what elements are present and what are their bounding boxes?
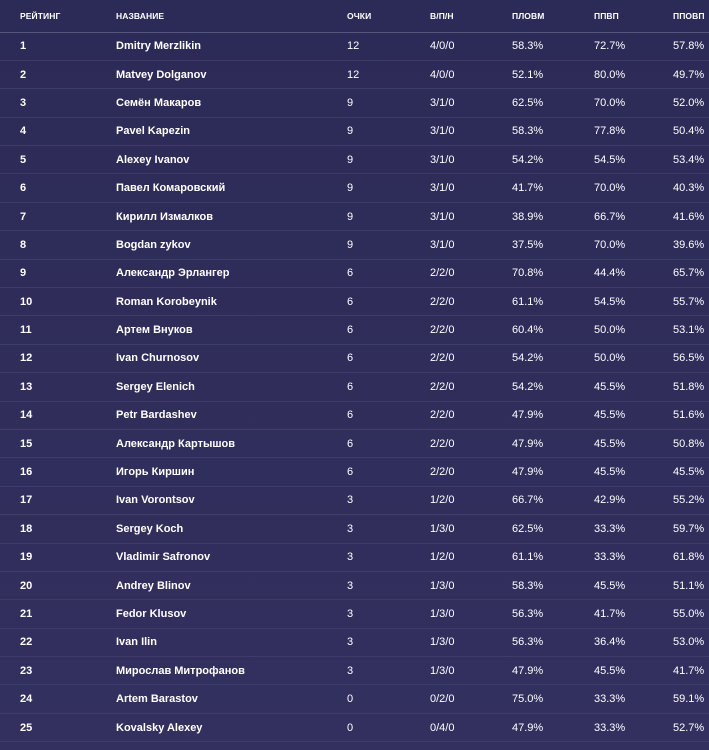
cell-p3: 49.7% — [673, 60, 709, 88]
cell-rank: 6 — [0, 174, 116, 202]
cell-p2: 70.0% — [594, 89, 673, 117]
cell-p2: 44.4% — [594, 259, 673, 287]
table-row[interactable] — [0, 713, 709, 741]
table-header — [0, 0, 709, 32]
cell-points: 6 — [347, 344, 430, 372]
cell-p1: 37.5% — [512, 231, 594, 259]
cell-name: Pavel Kapezin — [116, 117, 347, 145]
cell-p1: 47.9% — [512, 429, 594, 457]
cell-p1: 38.9% — [512, 202, 594, 230]
cell-name: Dmitry Merzlikin — [116, 32, 347, 60]
cell-p2: 33.3% — [594, 515, 673, 543]
cell-p2: 45.5% — [594, 458, 673, 486]
cell-name: Александр Картышов — [116, 429, 347, 457]
header-p2[interactable]: ППВП — [594, 0, 673, 32]
cell-p2: 36.4% — [594, 628, 673, 656]
cell-points: 0 — [347, 713, 430, 741]
table-row[interactable] — [0, 344, 709, 372]
cell-name: Alexey Ivanov — [116, 146, 347, 174]
cell-rank: 17 — [0, 486, 116, 514]
table-row[interactable] — [0, 316, 709, 344]
cell-rank: 19 — [0, 543, 116, 571]
cell-p3: 65.7% — [673, 259, 709, 287]
cell-name: Кирилл Измалков — [116, 202, 347, 230]
table-row[interactable] — [0, 202, 709, 230]
cell-wld: 0/2/0 — [430, 685, 512, 713]
cell-p2: 45.5% — [594, 571, 673, 599]
cell-p1: 54.2% — [512, 373, 594, 401]
cell-name: Ivan Ilin — [116, 628, 347, 656]
header-rank[interactable]: РЕЙТИНГ — [0, 0, 116, 32]
cell-rank: 1 — [0, 32, 116, 60]
cell-wld: 3/1/0 — [430, 174, 512, 202]
cell-points: 6 — [347, 259, 430, 287]
cell-points: 6 — [347, 429, 430, 457]
table-row[interactable] — [0, 571, 709, 599]
cell-p1: 62.5% — [512, 89, 594, 117]
cell-points: 6 — [347, 373, 430, 401]
cell-wld: 3/1/0 — [430, 146, 512, 174]
table-row[interactable] — [0, 288, 709, 316]
cell-p3: 50.8% — [673, 429, 709, 457]
cell-p2: 45.5% — [594, 373, 673, 401]
cell-rank: 9 — [0, 259, 116, 287]
cell-p1: 56.3% — [512, 600, 594, 628]
cell-points: 3 — [347, 515, 430, 543]
cell-points: 6 — [347, 458, 430, 486]
cell-p1: 47.9% — [512, 401, 594, 429]
cell-points: 3 — [347, 628, 430, 656]
cell-name: Matvey Dolganov — [116, 60, 347, 88]
cell-points: 3 — [347, 543, 430, 571]
cell-name: Игорь Киршин — [116, 458, 347, 486]
header-p3[interactable]: ППОВП — [673, 0, 709, 32]
cell-rank: 22 — [0, 628, 116, 656]
cell-p2: 33.3% — [594, 713, 673, 741]
cell-wld: 1/3/0 — [430, 571, 512, 599]
cell-p1: 47.9% — [512, 713, 594, 741]
cell-points: 3 — [347, 657, 430, 685]
cell-p3: 55.2% — [673, 486, 709, 514]
table-row[interactable] — [0, 657, 709, 685]
cell-p2: 45.5% — [594, 429, 673, 457]
table-row[interactable] — [0, 486, 709, 514]
table-row[interactable] — [0, 89, 709, 117]
cell-points: 3 — [347, 486, 430, 514]
header-points[interactable]: ОЧКИ — [347, 0, 430, 32]
cell-name: Ivan Churnosov — [116, 344, 347, 372]
cell-points: 6 — [347, 288, 430, 316]
table-row[interactable] — [0, 600, 709, 628]
cell-rank: 18 — [0, 515, 116, 543]
cell-p2: 33.3% — [594, 685, 673, 713]
cell-p2: 41.7% — [594, 600, 673, 628]
header-name[interactable]: НАЗВАНИЕ — [116, 0, 347, 32]
cell-wld: 2/2/0 — [430, 401, 512, 429]
cell-p2: 50.0% — [594, 316, 673, 344]
cell-wld: 1/3/0 — [430, 657, 512, 685]
cell-p3: 59.1% — [673, 685, 709, 713]
cell-p1: 47.9% — [512, 458, 594, 486]
cell-rank: 23 — [0, 657, 116, 685]
cell-name: Семён Макаров — [116, 89, 347, 117]
cell-wld: 2/2/0 — [430, 429, 512, 457]
table-row[interactable] — [0, 60, 709, 88]
cell-name: Fedor Klusov — [116, 600, 347, 628]
cell-wld: 1/3/0 — [430, 515, 512, 543]
cell-points: 12 — [347, 60, 430, 88]
cell-rank: 4 — [0, 117, 116, 145]
cell-p1: 52.1% — [512, 60, 594, 88]
cell-p2: 80.0% — [594, 60, 673, 88]
cell-points: 6 — [347, 316, 430, 344]
cell-wld: 2/2/0 — [430, 288, 512, 316]
cell-wld: 2/2/0 — [430, 259, 512, 287]
table-row[interactable] — [0, 543, 709, 571]
cell-name: Andrey Blinov — [116, 571, 347, 599]
cell-p2: 54.5% — [594, 288, 673, 316]
cell-rank: 25 — [0, 713, 116, 741]
table-row[interactable] — [0, 231, 709, 259]
cell-p1: 47.9% — [512, 657, 594, 685]
cell-p3: 57.8% — [673, 32, 709, 60]
cell-wld: 3/1/0 — [430, 231, 512, 259]
cell-points: 12 — [347, 32, 430, 60]
header-row — [0, 0, 709, 32]
cell-p2: 54.5% — [594, 146, 673, 174]
cell-p3: 53.4% — [673, 146, 709, 174]
cell-p3: 53.0% — [673, 628, 709, 656]
cell-p3: 40.3% — [673, 174, 709, 202]
cell-name: Kovalsky Alexey — [116, 713, 347, 741]
cell-p3: 59.7% — [673, 515, 709, 543]
table-body — [0, 32, 709, 742]
cell-wld: 2/2/0 — [430, 344, 512, 372]
cell-p3: 55.7% — [673, 288, 709, 316]
cell-p3: 50.4% — [673, 117, 709, 145]
cell-p2: 72.7% — [594, 32, 673, 60]
cell-wld: 3/1/0 — [430, 117, 512, 145]
cell-p1: 70.8% — [512, 259, 594, 287]
cell-name: Vladimir Safronov — [116, 543, 347, 571]
cell-name: Ivan Vorontsov — [116, 486, 347, 514]
cell-rank: 13 — [0, 373, 116, 401]
cell-name: Sergey Koch — [116, 515, 347, 543]
table-row[interactable] — [0, 373, 709, 401]
cell-rank: 24 — [0, 685, 116, 713]
table-row[interactable] — [0, 515, 709, 543]
cell-p3: 39.6% — [673, 231, 709, 259]
cell-p3: 41.7% — [673, 657, 709, 685]
cell-p2: 45.5% — [594, 401, 673, 429]
table-row[interactable] — [0, 32, 709, 60]
cell-points: 6 — [347, 401, 430, 429]
table-row[interactable] — [0, 146, 709, 174]
cell-p2: 77.8% — [594, 117, 673, 145]
cell-points: 9 — [347, 117, 430, 145]
cell-wld: 1/3/0 — [430, 628, 512, 656]
cell-p3: 51.8% — [673, 373, 709, 401]
cell-p1: 54.2% — [512, 146, 594, 174]
table-row[interactable] — [0, 685, 709, 713]
cell-p1: 75.0% — [512, 685, 594, 713]
cell-wld: 2/2/0 — [430, 316, 512, 344]
cell-wld: 2/2/0 — [430, 373, 512, 401]
table-row[interactable] — [0, 259, 709, 287]
cell-p2: 70.0% — [594, 174, 673, 202]
cell-rank: 15 — [0, 429, 116, 457]
cell-rank: 12 — [0, 344, 116, 372]
cell-rank: 20 — [0, 571, 116, 599]
cell-p1: 41.7% — [512, 174, 594, 202]
cell-name: Sergey Elenich — [116, 373, 347, 401]
cell-rank: 7 — [0, 202, 116, 230]
cell-p2: 42.9% — [594, 486, 673, 514]
cell-p3: 56.5% — [673, 344, 709, 372]
table-row[interactable] — [0, 401, 709, 429]
cell-name: Bogdan zykov — [116, 231, 347, 259]
cell-rank: 21 — [0, 600, 116, 628]
cell-p2: 33.3% — [594, 543, 673, 571]
cell-p1: 66.7% — [512, 486, 594, 514]
cell-wld: 4/0/0 — [430, 32, 512, 60]
cell-p2: 70.0% — [594, 231, 673, 259]
cell-wld: 3/1/0 — [430, 89, 512, 117]
cell-p3: 51.1% — [673, 571, 709, 599]
cell-name: Petr Bardashev — [116, 401, 347, 429]
cell-rank: 2 — [0, 60, 116, 88]
table-row[interactable] — [0, 628, 709, 656]
cell-wld: 1/3/0 — [430, 600, 512, 628]
cell-wld: 0/4/0 — [430, 713, 512, 741]
cell-rank: 8 — [0, 231, 116, 259]
cell-rank: 5 — [0, 146, 116, 174]
cell-p3: 55.0% — [673, 600, 709, 628]
cell-name: Artem Barastov — [116, 685, 347, 713]
cell-wld: 2/2/0 — [430, 458, 512, 486]
cell-points: 9 — [347, 174, 430, 202]
table-row[interactable] — [0, 458, 709, 486]
cell-p1: 61.1% — [512, 288, 594, 316]
cell-p1: 62.5% — [512, 515, 594, 543]
cell-rank: 10 — [0, 288, 116, 316]
cell-p2: 66.7% — [594, 202, 673, 230]
cell-p3: 53.1% — [673, 316, 709, 344]
cell-p3: 52.7% — [673, 713, 709, 741]
table-row[interactable] — [0, 174, 709, 202]
cell-p3: 52.0% — [673, 89, 709, 117]
cell-points: 9 — [347, 89, 430, 117]
header-p1[interactable]: ПЛОВМ — [512, 0, 594, 32]
cell-rank: 16 — [0, 458, 116, 486]
cell-p1: 58.3% — [512, 32, 594, 60]
cell-p1: 58.3% — [512, 571, 594, 599]
cell-p1: 61.1% — [512, 543, 594, 571]
cell-name: Александр Эрлангер — [116, 259, 347, 287]
table-row[interactable] — [0, 117, 709, 145]
cell-p3: 45.5% — [673, 458, 709, 486]
cell-p1: 58.3% — [512, 117, 594, 145]
cell-p3: 51.6% — [673, 401, 709, 429]
header-wld[interactable]: В/П/Н — [430, 0, 512, 32]
cell-wld: 1/2/0 — [430, 543, 512, 571]
cell-p1: 60.4% — [512, 316, 594, 344]
cell-p1: 54.2% — [512, 344, 594, 372]
cell-p2: 50.0% — [594, 344, 673, 372]
cell-rank: 11 — [0, 316, 116, 344]
cell-points: 9 — [347, 231, 430, 259]
cell-name: Мирослав Митрофанов — [116, 657, 347, 685]
cell-wld: 1/2/0 — [430, 486, 512, 514]
cell-name: Roman Korobeynik — [116, 288, 347, 316]
cell-p1: 56.3% — [512, 628, 594, 656]
cell-p3: 61.8% — [673, 543, 709, 571]
table-row[interactable] — [0, 429, 709, 457]
cell-p3: 41.6% — [673, 202, 709, 230]
cell-rank: 14 — [0, 401, 116, 429]
cell-points: 3 — [347, 600, 430, 628]
cell-rank: 3 — [0, 89, 116, 117]
cell-name: Артем Внуков — [116, 316, 347, 344]
cell-name: Павел Комаровский — [116, 174, 347, 202]
cell-wld: 3/1/0 — [430, 202, 512, 230]
cell-wld: 4/0/0 — [430, 60, 512, 88]
cell-points: 3 — [347, 571, 430, 599]
cell-points: 9 — [347, 146, 430, 174]
cell-points: 9 — [347, 202, 430, 230]
cell-p2: 45.5% — [594, 657, 673, 685]
cell-points: 0 — [347, 685, 430, 713]
